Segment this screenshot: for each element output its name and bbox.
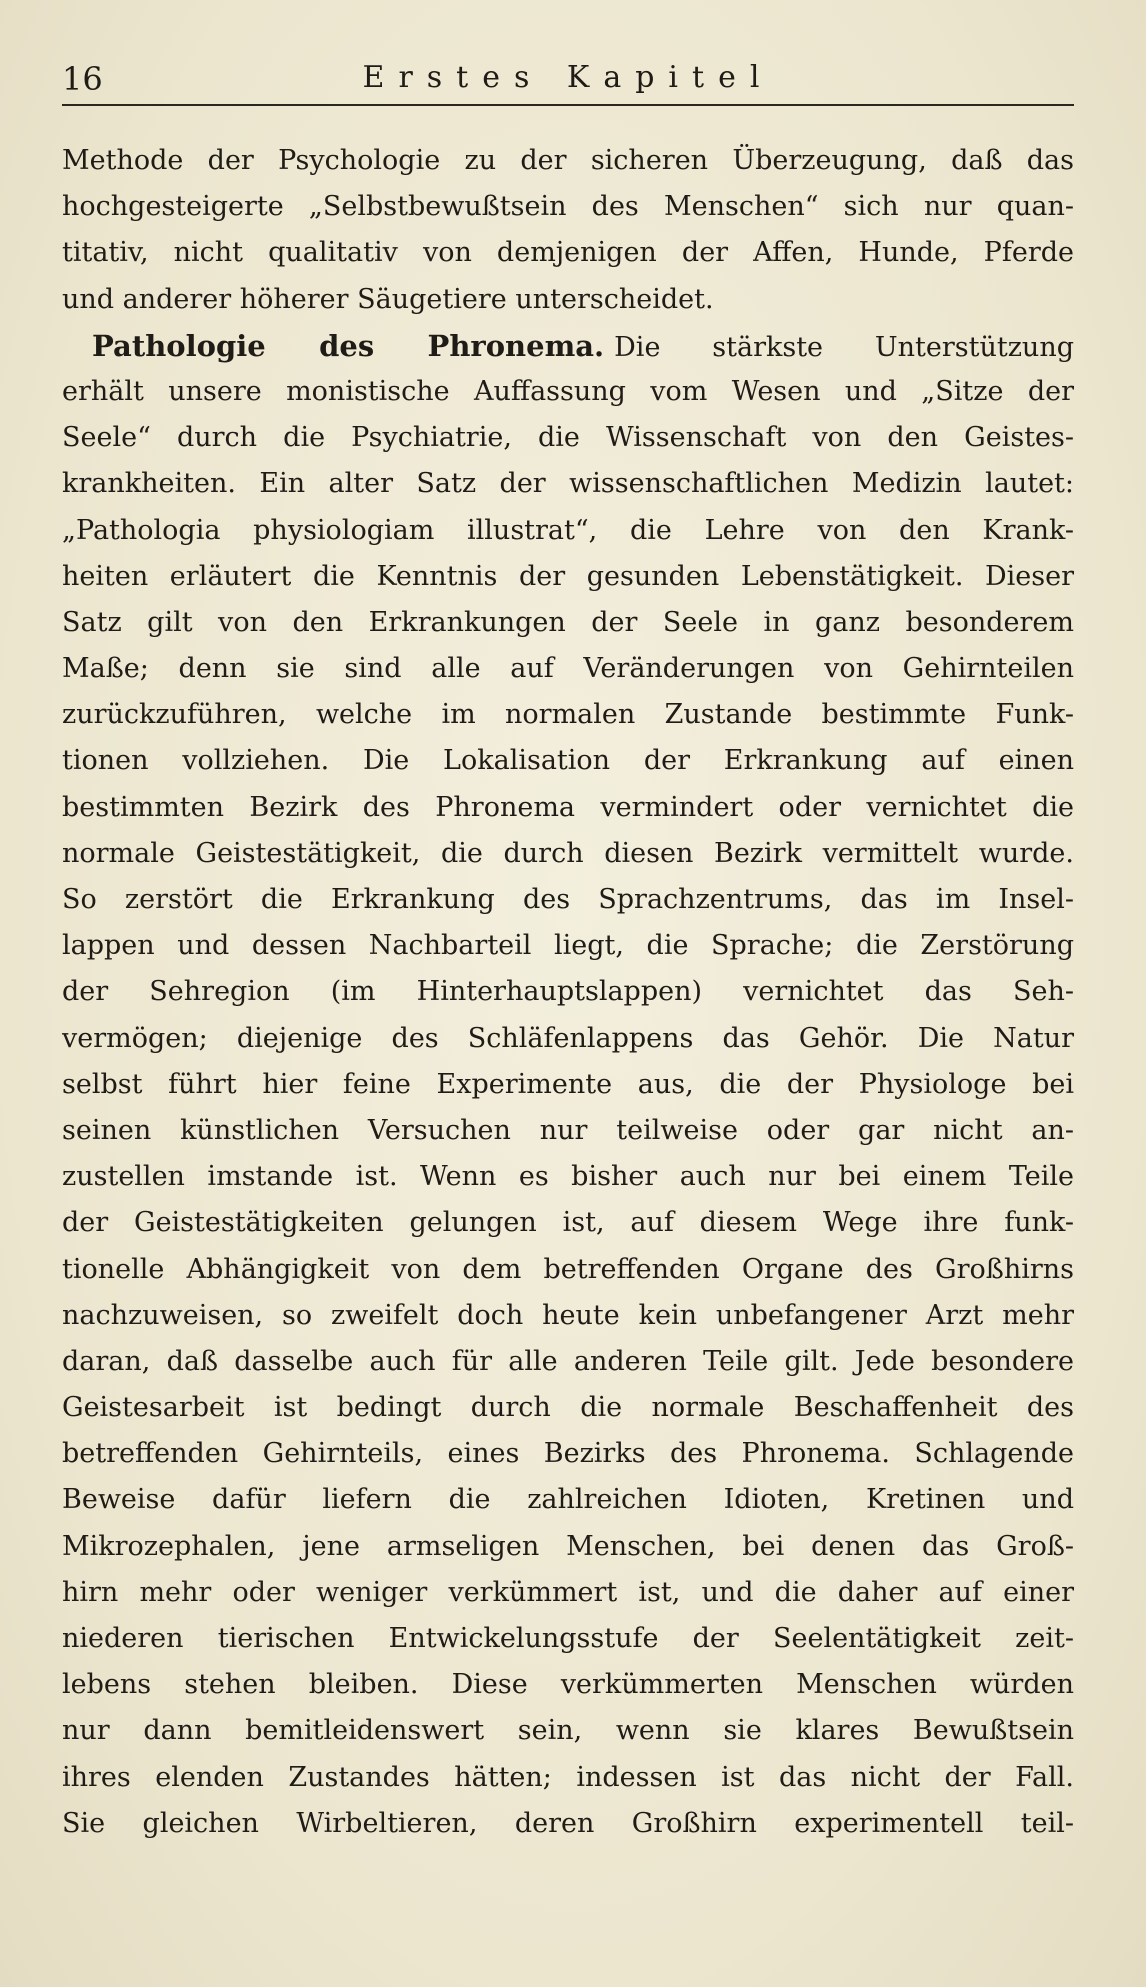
text-line-fragment: Die stärkste Unterstützung bbox=[614, 331, 1074, 363]
text-line: ihres elenden Zustandes hätten; indessen ist das nicht der Fall. bbox=[62, 1761, 1074, 1793]
text-line: So zerstört die Erkrankung des Sprachzentrums, das im Insel- bbox=[62, 884, 1074, 915]
text-line: bestimmten Bezirk des Phronema vermindert oder vernichtet die bbox=[62, 791, 1074, 823]
text-line: nur dann bemitleidenswert sein, wenn sie klares Bewußtsein bbox=[62, 1715, 1074, 1747]
text-line: Sie gleichen Wirbeltieren, deren Großhirn experimentell teil- bbox=[62, 1807, 1074, 1839]
text-line: nachzuweisen, so zweifelt doch heute kein unbefangener Arzt mehr bbox=[62, 1299, 1074, 1331]
text-line: Methode der Psychologie zu der sicheren Überzeugung, daß das bbox=[62, 145, 1074, 176]
text-line: niederen tierischen Entwickelungsstufe der Seelentätigkeit zeit- bbox=[62, 1623, 1074, 1654]
text-line: tionelle Abhängigkeit von dem betreffenden Organe des Großhirns bbox=[62, 1253, 1074, 1285]
text-line: erhält unsere monistische Auffassung vom Wesen und „Sitze der bbox=[62, 375, 1074, 407]
text-line: lebens stehen bleiben. Diese verkümmerten Menschen würden bbox=[62, 1669, 1074, 1701]
text-line: selbst führt hier feine Experimente aus, die der Physiologe bei bbox=[62, 1068, 1074, 1100]
text-line: krankheiten. Ein alter Satz der wissenschaftlichen Medizin lautet: bbox=[62, 468, 1074, 500]
text-line: „Pathologia physiologiam illustrat“, die Lehre von den Krank- bbox=[62, 514, 1074, 546]
page-header bbox=[62, 56, 1074, 106]
text-line: der Geistestätigkeiten gelungen ist, auf diesem Wege ihre funk- bbox=[62, 1207, 1074, 1239]
section-heading-line bbox=[62, 323, 1074, 369]
body-text bbox=[62, 138, 1074, 1847]
text-line: hirn mehr oder weniger verkümmert ist, und die daher auf einer bbox=[62, 1576, 1074, 1608]
text-line: und anderer höherer Säugetiere unterscheidet. bbox=[62, 283, 714, 315]
text-line: normale Geistestätigkeit, die durch diesen Bezirk vermittelt wurde. bbox=[62, 837, 1074, 869]
text-line: zustellen imstande ist. Wenn es bisher auch nur bei einem Teile bbox=[62, 1161, 1074, 1193]
text-line: Mikrozephalen, jene armseligen Menschen, bei denen das Groß- bbox=[62, 1530, 1074, 1562]
text-line: betreffenden Gehirnteils, eines Bezirks des Phronema. Schlagende bbox=[62, 1438, 1074, 1470]
text-line: Beweise dafür liefern die zahlreichen Idioten, Kretinen und bbox=[62, 1484, 1074, 1516]
text-line: titativ, nicht qualitativ von demjenigen der Affen, Hunde, Pferde bbox=[62, 237, 1074, 269]
text-line: Maße; denn sie sind alle auf Veränderungen von Gehirnteilen bbox=[62, 653, 1074, 685]
text-line: lappen und dessen Nachbarteil liegt, die Sprache; die Zerstörung bbox=[62, 930, 1074, 962]
text-line: Satz gilt von den Erkrankungen der Seele in ganz besonderem bbox=[62, 606, 1074, 638]
text-line: tionen vollziehen. Die Lokalisation der Erkrankung auf einen bbox=[62, 745, 1074, 777]
text-line: vermögen; diejenige des Schläfenlappens das Gehör. Die Natur bbox=[62, 1022, 1074, 1054]
text-line: der Sehregion (im Hinterhauptslappen) vernichtet das Seh- bbox=[62, 976, 1074, 1008]
text-line: heiten erläutert die Kenntnis der gesunden Lebenstätigkeit. Dieser bbox=[62, 560, 1074, 592]
text-line: zurückzuführen, welche im normalen Zustande bestimmte Funk- bbox=[62, 699, 1074, 731]
text-line: seinen künstlichen Versuchen nur teilweise oder gar nicht an- bbox=[62, 1114, 1074, 1146]
text-line: Geistesarbeit ist bedingt durch die normale Beschaffenheit des bbox=[62, 1392, 1074, 1424]
text-line: Seele“ durch die Psychiatrie, die Wissenschaft von den Geistes- bbox=[62, 422, 1074, 454]
page-number: 16 bbox=[62, 60, 103, 98]
running-title: Erstes Kapitel bbox=[362, 60, 774, 95]
text-line: daran, daß dasselbe auch für alle anderen Teile gilt. Jede besondere bbox=[62, 1345, 1074, 1377]
text-line: hochgesteigerte „Selbstbewußtsein des Menschen“ sich nur quan- bbox=[62, 191, 1074, 223]
section-heading: Pathologie des Phronema. bbox=[92, 328, 605, 363]
